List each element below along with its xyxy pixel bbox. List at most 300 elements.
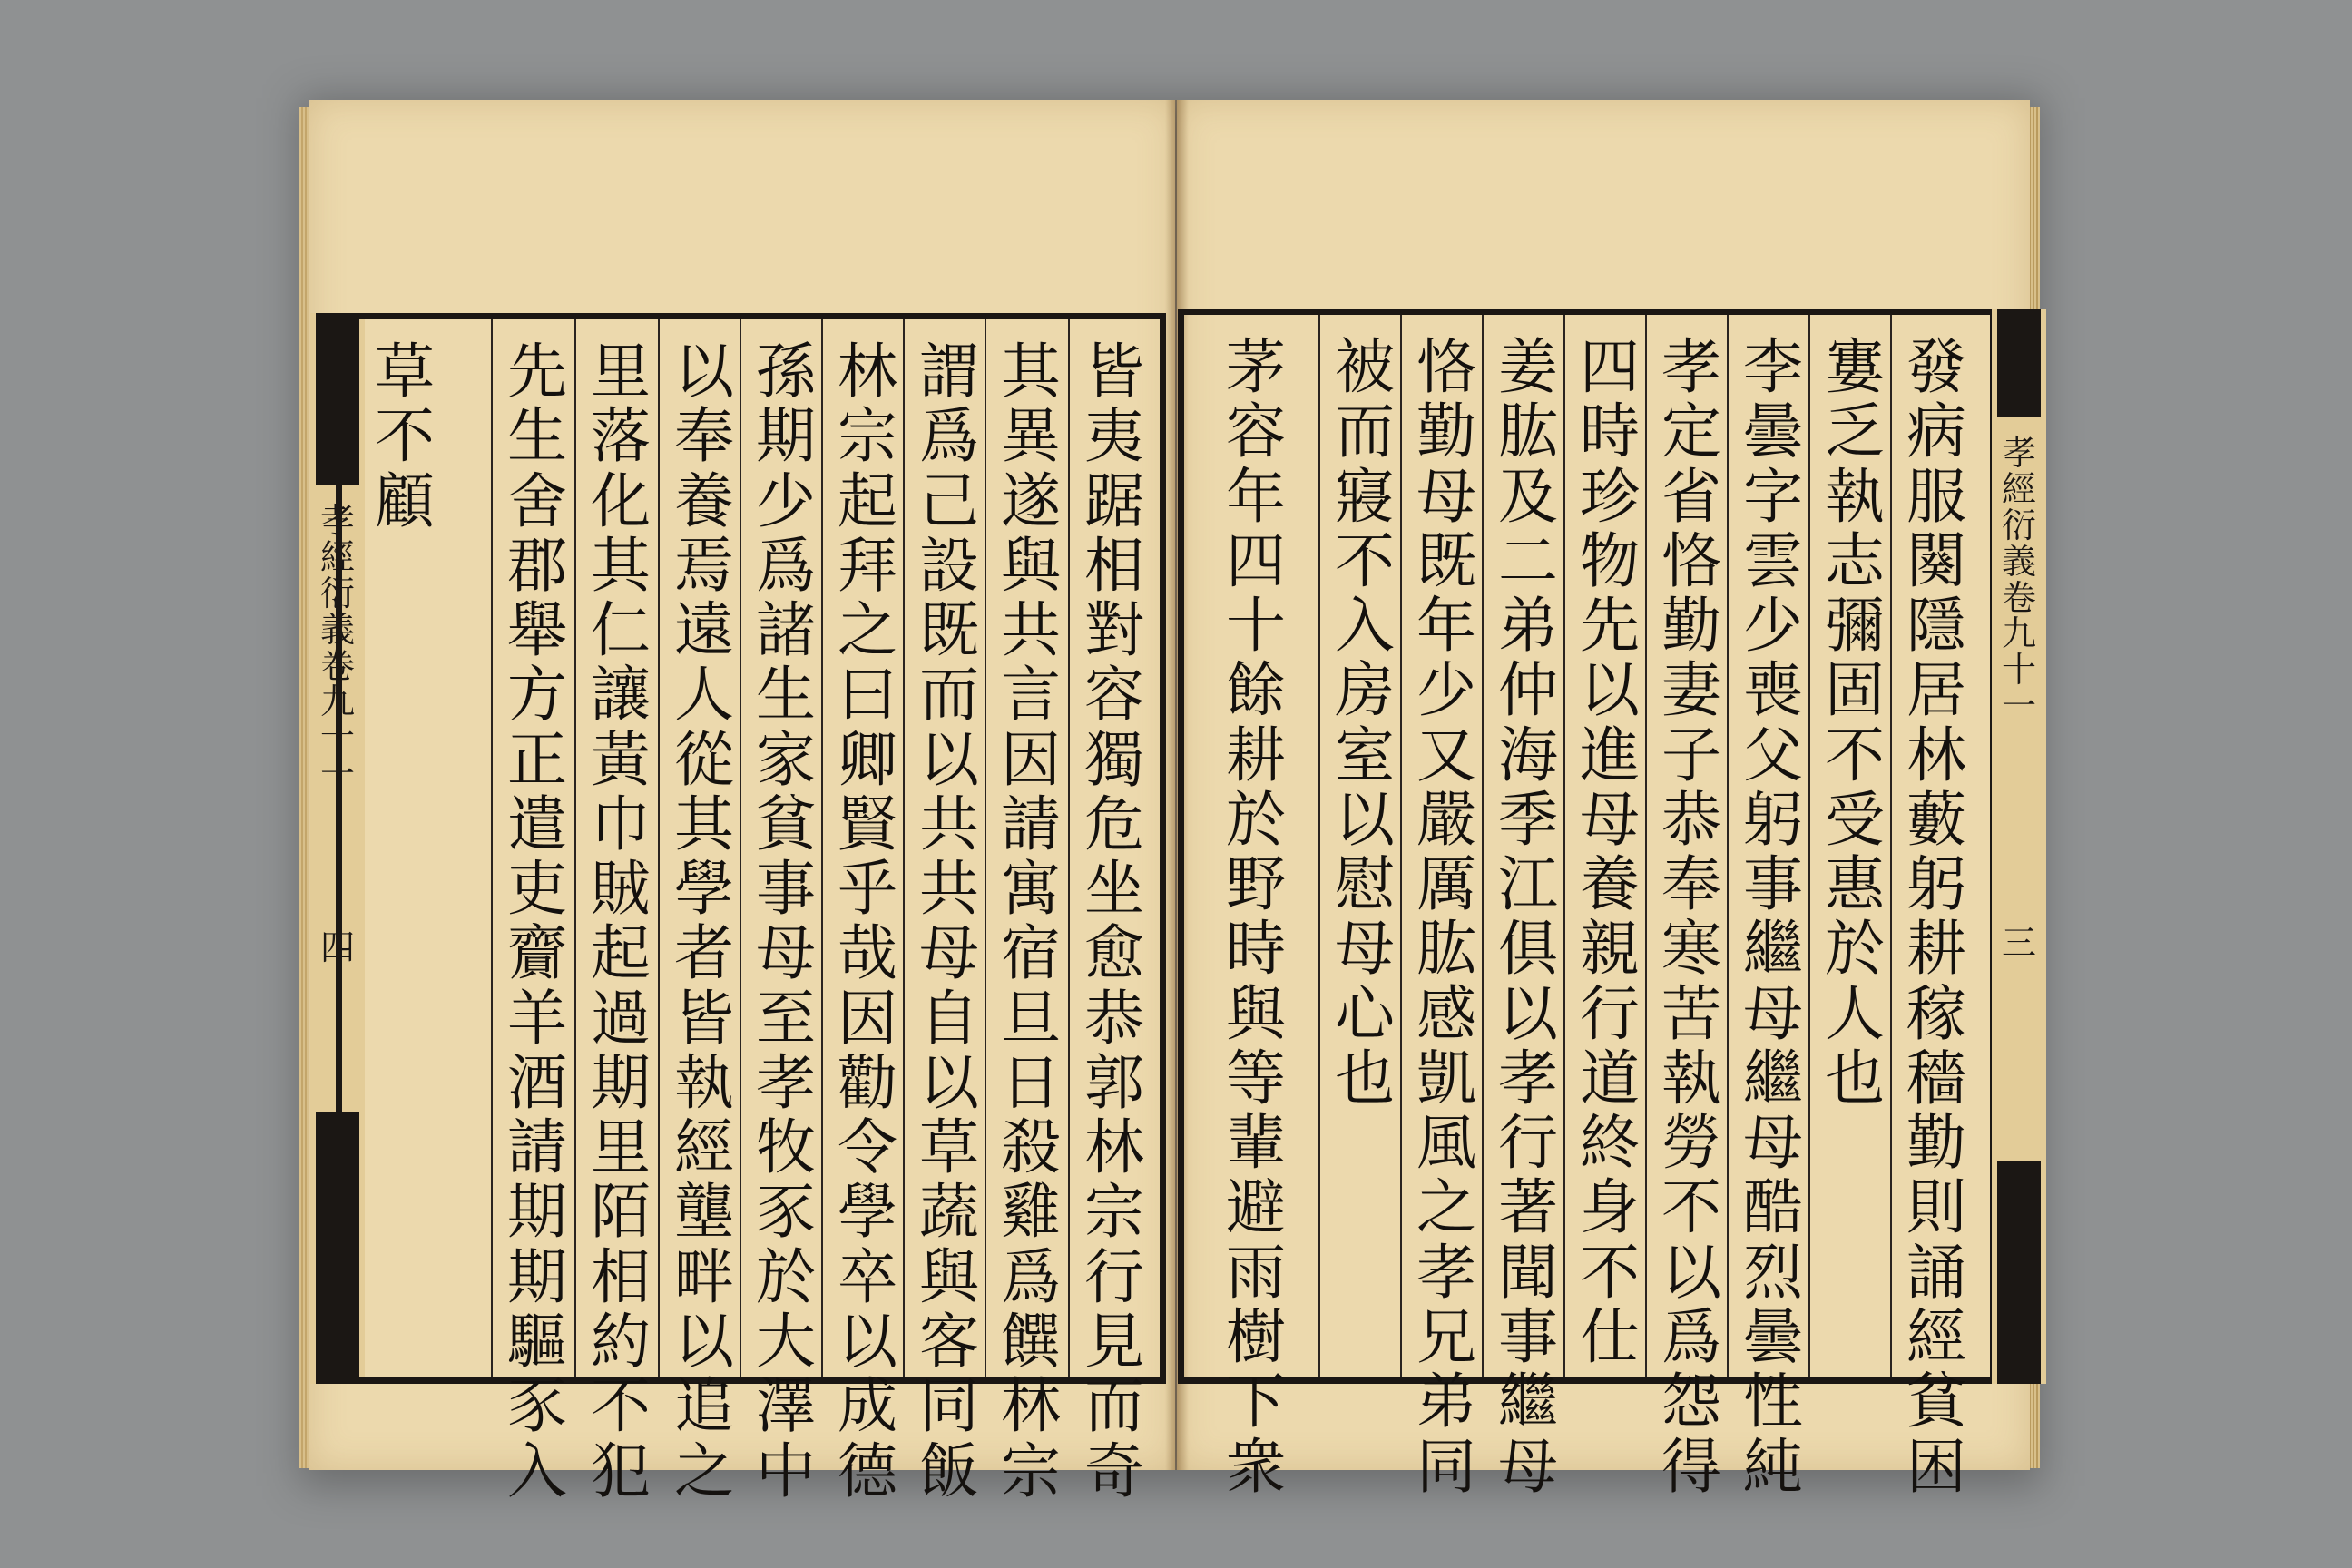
glyph: 里 [591,1112,651,1183]
glyph: 舍 [507,466,567,536]
glyph: 寠 [1825,332,1885,402]
glyph: 言 [1001,660,1061,730]
right-fold-page-number: 三 [2001,923,2036,963]
glyph: 雞 [1001,1177,1061,1248]
text-column [1220,332,1291,1502]
glyph: 遣 [507,789,567,859]
glyph: 室 [1335,720,1395,790]
glyph: 焉 [674,530,734,601]
fold-glyph: 一 [319,754,355,795]
glyph: 少 [1416,655,1476,726]
glyph: 凱 [1416,1043,1476,1113]
text-column [502,337,573,1506]
glyph: 踞 [1084,466,1144,536]
glyph: 發 [1906,332,1966,402]
glyph: 母 [1743,1108,1803,1179]
glyph: 厲 [1416,849,1476,920]
glyph: 行 [1580,978,1640,1049]
glyph: 野 [1226,849,1286,920]
glyph: 郡 [507,530,567,601]
glyph: 雨 [1226,1237,1286,1308]
glyph: 仕 [1580,1301,1640,1372]
glyph: 而 [1084,1371,1144,1442]
glyph: 藪 [1906,784,1966,855]
glyph: 見 [1084,1306,1144,1377]
glyph: 妻 [1661,655,1721,726]
glyph: 讓 [591,660,651,730]
glyph: 輩 [1226,1108,1286,1179]
glyph: 飯 [919,1436,979,1506]
glyph: 與 [1001,530,1061,601]
glyph: 經 [1906,1301,1966,1372]
glyph: 服 [1906,461,1966,532]
glyph: 居 [1906,655,1966,726]
glyph: 至 [756,983,816,1054]
glyph: 稼 [1906,978,1966,1049]
glyph: 風 [1416,1108,1476,1179]
glyph: 弟 [1498,591,1558,662]
column-rule [1808,315,1810,1377]
glyph: 與 [919,1241,979,1312]
glyph: 既 [919,595,979,666]
glyph: 怨 [1661,1367,1721,1437]
glyph: 被 [1335,332,1395,402]
text-column [1656,332,1727,1502]
column-rule [1400,315,1402,1377]
glyph: 從 [674,724,734,795]
glyph: 人 [1825,978,1885,1049]
glyph: 勤 [1416,397,1476,467]
glyph: 先 [1580,591,1640,662]
glyph: 相 [591,1241,651,1312]
glyph: 終 [1580,1108,1640,1179]
glyph: 心 [1335,978,1395,1049]
glyph: 以 [919,724,979,795]
glyph: 執 [674,1047,734,1118]
glyph: 中 [756,1436,816,1506]
glyph: 慰 [1335,849,1395,920]
glyph: 江 [1498,849,1558,920]
glyph: 落 [591,401,651,472]
glyph: 省 [1661,461,1721,532]
glyph: 避 [1226,1172,1286,1243]
glyph: 既 [1416,525,1476,596]
glyph: 恭 [1084,983,1144,1054]
glyph: 二 [1498,525,1558,596]
glyph: 乏 [1825,397,1885,467]
glyph: 固 [1825,655,1885,726]
glyph: 不 [375,401,435,472]
glyph: 則 [1906,1172,1966,1243]
text-column [1901,332,1972,1502]
glyph: 黃 [591,724,651,795]
text-column [669,337,740,1506]
glyph: 大 [756,1306,816,1377]
glyph: 感 [1416,978,1476,1049]
right-fold-title [1997,433,2041,727]
glyph: 下 [1226,1367,1286,1437]
glyph: 珍 [1580,461,1640,532]
glyph: 生 [507,401,567,472]
fold-glyph: 衍 [319,573,355,613]
glyph: 之 [838,595,897,666]
glyph: 勞 [1661,1108,1721,1179]
glyph: 物 [1580,525,1640,596]
text-column [369,339,440,1365]
glyph: 恭 [1661,784,1721,855]
glyph: 病 [1906,397,1966,467]
fold-glyph: 九 [2001,613,2036,654]
glyph: 賢 [838,789,897,859]
glyph: 林 [1084,1112,1144,1183]
left-fold-page-number: 四 [319,927,355,967]
glyph: 也 [1825,1043,1885,1113]
glyph: 彌 [1825,591,1885,662]
glyph: 孝 [1498,1043,1558,1113]
column-rule [1645,315,1647,1377]
glyph: 進 [1580,720,1640,790]
glyph: 雲 [1743,525,1803,596]
glyph: 舉 [507,595,567,666]
text-column [585,337,656,1506]
glyph: 不 [591,1371,651,1442]
glyph: 同 [1416,1431,1476,1502]
glyph: 豕 [756,1177,816,1248]
fold-glyph: 經 [319,536,355,577]
glyph: 而 [1335,397,1395,467]
text-column [1819,332,1890,1360]
text-column [832,337,903,1506]
glyph: 年 [1416,591,1476,662]
column-rule [574,319,576,1377]
fold-glyph: 九 [319,681,355,722]
glyph: 執 [1825,461,1885,532]
glyph: 親 [1580,914,1640,985]
glyph: 不 [1661,1172,1721,1243]
glyph: 孝 [756,1047,816,1118]
glyph: 起 [838,466,897,536]
glyph: 以 [674,1306,734,1377]
glyph: 入 [1335,591,1395,662]
fold-glyph: 義 [2001,541,2036,582]
glyph: 奉 [1661,849,1721,920]
column-rule [740,319,741,1377]
glyph: 姜 [1498,332,1558,402]
glyph: 行 [1498,1108,1558,1179]
glyph: 餘 [1226,655,1286,726]
glyph: 以 [1498,978,1558,1049]
glyph: 寒 [1661,914,1721,985]
glyph: 樹 [1226,1301,1286,1372]
glyph: 日 [1001,1047,1061,1118]
glyph: 期 [756,401,816,472]
glyph: 澤 [756,1371,816,1442]
glyph: 其 [674,789,734,859]
glyph: 隱 [1906,591,1966,662]
glyph: 母 [1416,461,1476,532]
glyph: 子 [1661,720,1721,790]
fold-glyph: 衍 [2001,505,2036,545]
glyph: 行 [1084,1241,1144,1312]
glyph: 獨 [1084,724,1144,795]
glyph: 遠 [674,595,734,666]
glyph: 皆 [674,983,734,1054]
glyph: 對 [1084,595,1144,666]
column-rule [1482,315,1484,1377]
glyph: 爲 [1661,1301,1721,1372]
glyph: 以 [838,1306,897,1377]
glyph: 請 [1001,789,1061,859]
glyph: 以 [1661,1237,1721,1308]
glyph: 期 [507,1177,567,1248]
glyph: 肱 [1498,397,1558,467]
glyph: 請 [507,1112,567,1183]
glyph: 寓 [1001,854,1061,925]
glyph: 孫 [756,337,816,407]
glyph: 自 [919,983,979,1054]
glyph: 繼 [1498,1367,1558,1437]
fold-glyph: 經 [2001,468,2036,509]
glyph: 約 [591,1306,651,1377]
glyph: 父 [1743,720,1803,790]
glyph: 耕 [1906,914,1966,985]
glyph: 年 [1226,461,1286,532]
glyph: 以 [1580,655,1640,726]
glyph: 里 [591,337,651,407]
glyph: 德 [838,1436,897,1506]
glyph: 勤 [1906,1108,1966,1179]
glyph: 奇 [1084,1436,1144,1506]
glyph: 因 [1001,724,1061,795]
glyph: 經 [674,1112,734,1183]
column-rule [1068,319,1070,1377]
glyph: 以 [919,1047,979,1118]
glyph: 蔬 [919,1177,979,1248]
glyph: 犯 [591,1436,651,1506]
glyph: 愈 [1084,918,1144,989]
glyph: 異 [1001,401,1061,472]
text-column [1738,332,1808,1502]
glyph: 寢 [1335,461,1395,532]
glyph: 時 [1580,397,1640,467]
fold-glyph: 十 [319,718,355,759]
glyph: 己 [919,466,979,536]
glyph: 勤 [1661,591,1721,662]
glyph: 喪 [1743,655,1803,726]
glyph: 也 [1335,1043,1395,1113]
glyph: 與 [1226,978,1286,1049]
glyph: 惠 [1825,849,1885,920]
glyph: 定 [1661,397,1721,467]
glyph: 貧 [756,789,816,859]
text-column [1411,332,1482,1502]
glyph: 爲 [756,530,816,601]
glyph: 不 [1580,1237,1640,1308]
glyph: 畔 [674,1241,734,1312]
glyph: 母 [1498,1431,1558,1502]
glyph: 學 [838,1177,897,1248]
glyph: 俱 [1498,914,1558,985]
glyph: 林 [1001,1371,1061,1442]
glyph: 字 [1743,461,1803,532]
glyph: 穡 [1906,1043,1966,1113]
fold-glyph: 一 [2001,686,2036,727]
glyph: 海 [1498,720,1558,790]
glyph: 事 [1498,1301,1558,1372]
glyph: 人 [674,660,734,730]
glyph: 躬 [1906,849,1966,920]
fold-glyph: 孝 [2001,433,2036,473]
glyph: 繼 [1743,1043,1803,1113]
glyph: 仲 [1498,655,1558,726]
glyph: 少 [1743,591,1803,662]
glyph: 仁 [591,595,651,666]
text-column [750,337,821,1506]
text-column [1329,332,1400,1360]
fold-black-mouth-bottom [1997,1161,2041,1384]
glyph: 拜 [838,530,897,601]
glyph: 追 [674,1371,734,1442]
glyph: 母 [1335,914,1395,985]
glyph: 成 [838,1371,897,1442]
glyph: 養 [674,466,734,536]
glyph: 十 [1226,591,1286,662]
glyph: 夷 [1084,401,1144,472]
text-column [995,337,1066,1506]
column-rule [658,319,660,1377]
glyph: 等 [1226,1043,1286,1113]
right-fold-page [1997,923,2041,963]
glyph: 危 [1084,789,1144,859]
glyph: 烈 [1743,1237,1803,1308]
glyph: 賊 [591,854,651,925]
glyph: 共 [919,789,979,859]
glyph: 躬 [1743,784,1803,855]
glyph: 苦 [1661,978,1721,1049]
glyph: 其 [591,530,651,601]
glyph: 身 [1580,1172,1640,1243]
glyph: 林 [1906,720,1966,790]
glyph: 曰 [838,660,897,730]
glyph: 耕 [1226,720,1286,790]
glyph: 母 [756,918,816,989]
glyph: 壟 [674,1177,734,1248]
glyph: 兄 [1416,1301,1476,1372]
glyph: 卿 [838,724,897,795]
glyph: 酷 [1743,1172,1803,1243]
glyph: 時 [1226,914,1286,985]
column-rule [1727,315,1729,1377]
glyph: 勸 [838,1047,897,1118]
glyph: 弟 [1416,1367,1476,1437]
glyph: 其 [1001,337,1061,407]
glyph: 肱 [1416,914,1476,985]
glyph: 酒 [507,1047,567,1118]
glyph: 諸 [756,595,816,666]
glyph: 草 [919,1112,979,1183]
glyph: 羊 [507,983,567,1054]
glyph: 爲 [919,401,979,472]
glyph: 牧 [756,1112,816,1183]
glyph: 相 [1084,530,1144,601]
fold-glyph: 孝 [319,501,355,541]
glyph: 共 [919,854,979,925]
glyph: 孝 [1661,332,1721,402]
glyph: 曇 [1743,397,1803,467]
glyph: 化 [591,466,651,536]
glyph: 於 [1226,784,1286,855]
glyph: 方 [507,660,567,730]
glyph: 同 [919,1371,979,1442]
column-rule [985,319,986,1377]
column-rule [1563,315,1565,1377]
glyph: 奉 [674,401,734,472]
glyph: 吏 [507,854,567,925]
glyph: 卒 [838,1241,897,1312]
glyph: 宿 [1001,918,1061,989]
glyph: 嚴 [1416,784,1476,855]
glyph: 入 [507,1436,567,1506]
glyph: 聞 [1498,1237,1558,1308]
glyph: 困 [1906,1431,1966,1502]
glyph: 顧 [375,466,435,536]
fold-glyph: 義 [319,609,355,650]
glyph: 豕 [507,1371,567,1442]
glyph: 期 [591,1047,651,1118]
glyph: 著 [1498,1172,1558,1243]
column-rule [491,319,493,1377]
glyph: 母 [1743,978,1803,1049]
glyph: 又 [1416,720,1476,790]
glyph: 性 [1743,1367,1803,1437]
column-rule [1890,315,1892,1377]
glyph: 得 [1661,1431,1721,1502]
glyph: 家 [756,724,816,795]
glyph: 事 [756,854,816,925]
glyph: 志 [1825,525,1885,596]
glyph: 之 [1416,1172,1476,1243]
glyph: 陌 [591,1177,651,1248]
glyph: 宗 [1001,1436,1061,1506]
glyph: 以 [1335,784,1395,855]
glyph: 草 [375,337,435,407]
glyph: 過 [591,983,651,1054]
glyph: 季 [1498,784,1558,855]
glyph: 誦 [1906,1237,1966,1308]
glyph: 恪 [1661,525,1721,596]
fold-glyph: 卷 [319,645,355,686]
glyph: 少 [756,466,816,536]
glyph: 宗 [1084,1177,1144,1248]
glyph: 容 [1084,660,1144,730]
glyph: 坐 [1084,854,1144,925]
glyph: 於 [1825,914,1885,985]
glyph: 之 [674,1436,734,1506]
glyph: 遂 [1001,466,1061,536]
glyph: 謂 [919,337,979,407]
glyph: 先 [507,337,567,407]
text-column [1574,332,1645,1372]
glyph: 及 [1498,461,1558,532]
column-rule [903,319,905,1377]
glyph: 殺 [1001,1112,1061,1183]
glyph: 乎 [838,854,897,925]
right-text-frame [1178,309,1996,1502]
glyph: 期 [507,1241,567,1312]
glyph: 學 [674,854,734,925]
glyph: 純 [1743,1431,1803,1502]
glyph: 闋 [1906,525,1966,596]
